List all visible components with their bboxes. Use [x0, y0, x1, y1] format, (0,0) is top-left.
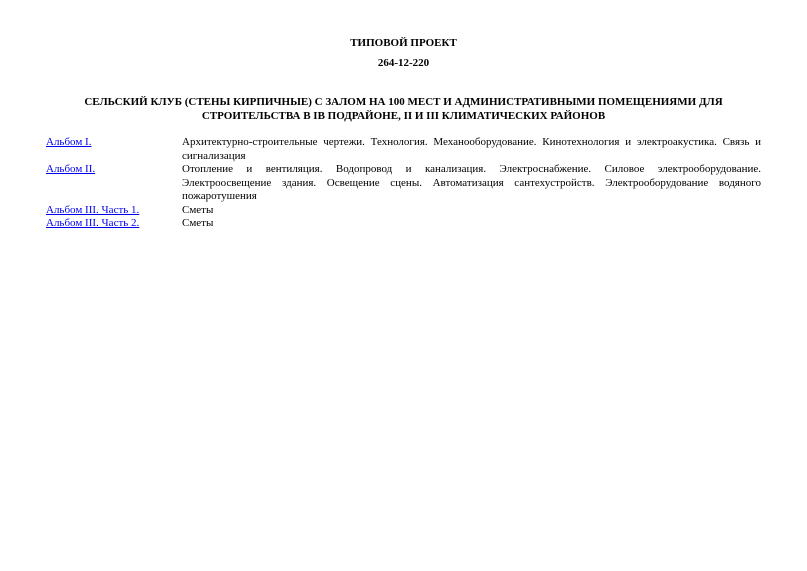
album-cell: [46, 163, 182, 204]
album-1-link[interactable]: Альбом I.: [46, 136, 92, 148]
project-title-heading: СЕЛЬСКИЙ КЛУБ (СТЕНЫ КИРПИЧНЫЕ) С ЗАЛОМ НА 100 МЕСТ И АДМИНИСТРАТИВНЫМИ ПОМЕЩЕНИЯМИ ДЛЯ СТРОИТЕЛЬСТВА В IB ПОДРАЙОНЕ, II И III КЛИМАТИЧЕСКИХ РАЙОНОВ: [84, 96, 723, 122]
album-cell: [46, 204, 182, 218]
album-cell: [46, 217, 182, 231]
album-1-description: Архитектурно-строительные чертежи. Технология. Механооборудование. Кинотехнология и электроакустика. Связь и сигнализация: [182, 136, 761, 162]
album-3-part-1-link[interactable]: Альбом III. Часть 1.: [46, 203, 140, 216]
album-2-description: Отопление и вентиляция. Водопровод и канализация. Электроснабжение. Силовое электрооборудование. Электроосвещение здания. Освещение сцены. Автоматизация сантехустройств. Электрооборудование водяного пожаротушения: [182, 163, 761, 202]
album-3-part-2-link[interactable]: Альбом III. Часть 2.: [46, 217, 140, 229]
album-2-link[interactable]: Альбом II.: [46, 163, 96, 175]
album-3-part-2-description: Сметы: [182, 217, 214, 229]
album-3-part-1-description: Сметы: [182, 203, 214, 216]
album-cell: [46, 136, 182, 163]
album-row-2: [46, 163, 761, 204]
album-list: [46, 136, 761, 231]
project-number-heading: 264-12-220: [377, 57, 430, 69]
project-type-heading: ТИПОВОЙ ПРОЕКТ: [350, 37, 457, 49]
album-row-4: [46, 217, 761, 231]
album-row-3: [46, 204, 761, 218]
album-row-1: [46, 136, 761, 163]
